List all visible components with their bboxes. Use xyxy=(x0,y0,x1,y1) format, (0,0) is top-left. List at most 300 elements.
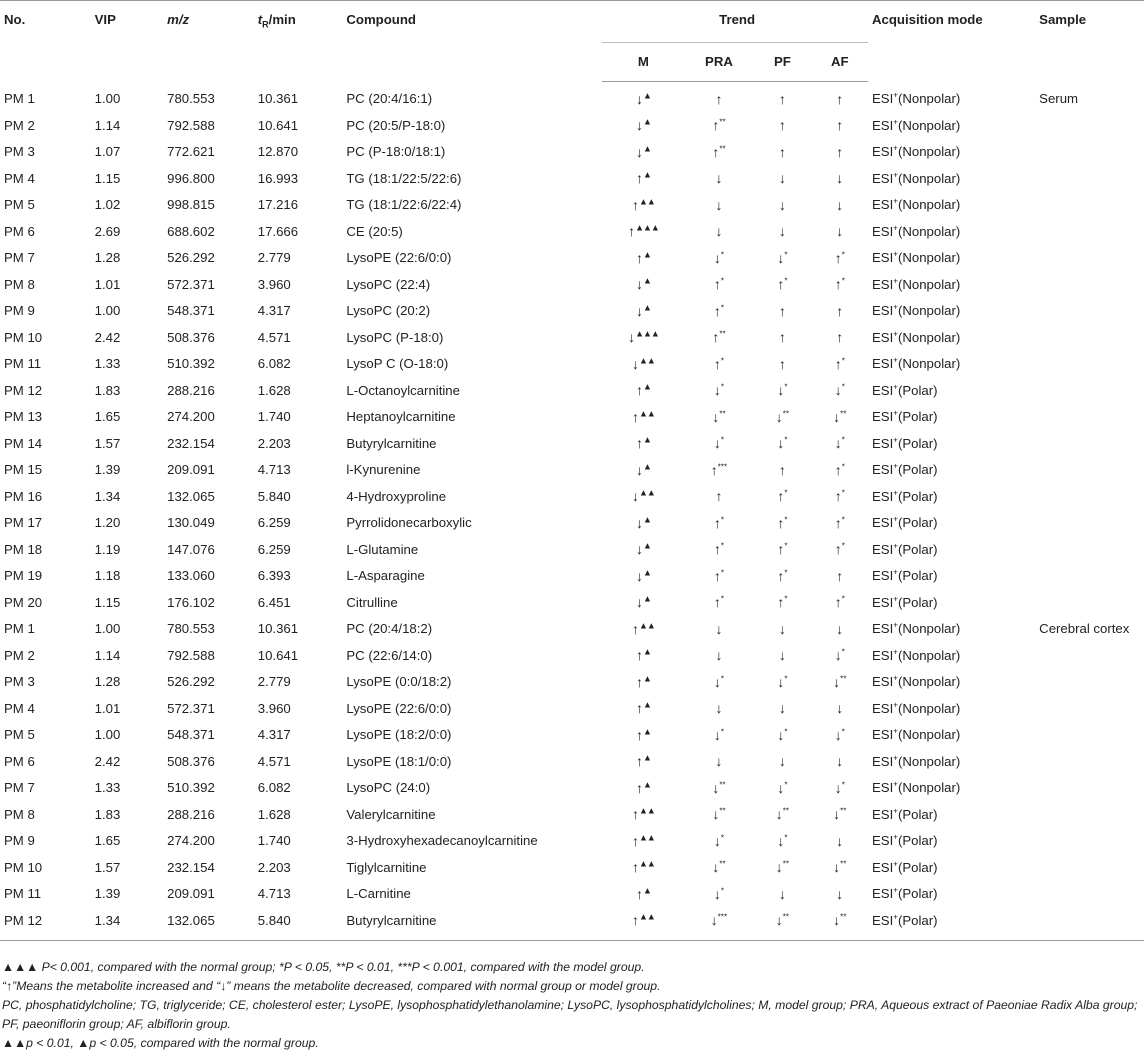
row-tr: 3.960 xyxy=(257,700,291,716)
trend-m-cell xyxy=(602,616,681,643)
mode-ion: ESI xyxy=(872,91,894,106)
mode-polarity-sign: + xyxy=(893,461,898,471)
trend-af-cell xyxy=(808,669,868,696)
trend-pf-cell xyxy=(753,271,807,298)
trend-m-significance: ▲ xyxy=(642,673,651,684)
row-mz: 209.091 xyxy=(167,462,215,478)
trend-pf-cell xyxy=(753,563,807,590)
mode-type: (Polar) xyxy=(897,409,938,425)
row-sample xyxy=(1035,695,1144,722)
mode-ion: ESI xyxy=(872,912,894,928)
mode-type: (Polar) xyxy=(897,859,938,875)
mode-polarity-sign: + xyxy=(893,620,898,630)
trend-af-significance: * xyxy=(841,594,845,604)
row-tr: 1.628 xyxy=(257,382,291,398)
trend-pf-arrow: ↓ xyxy=(778,885,786,902)
row-vip: 1.00 xyxy=(94,91,121,106)
mode-type: (Nonpolar) xyxy=(897,674,961,690)
row-vip: 2.69 xyxy=(94,223,121,239)
row-no: PM 1 xyxy=(4,621,35,637)
trend-af-arrow: ↓ xyxy=(834,647,842,664)
trend-pra-arrow: ↓ xyxy=(713,382,721,399)
trend-pf-arrow: ↑ xyxy=(778,143,786,160)
trend-m-arrow: ↓ xyxy=(635,541,643,558)
row-mz: 288.216 xyxy=(167,806,215,822)
row-sample xyxy=(1035,271,1144,298)
row-sample xyxy=(1035,854,1144,881)
mode-type: (Nonpolar) xyxy=(897,356,961,372)
trend-pra-cell xyxy=(681,351,754,378)
row-no: PM 5 xyxy=(4,197,35,213)
trend-af-cell xyxy=(808,828,868,855)
row-no: PM 7 xyxy=(4,250,35,266)
trend-m-cell xyxy=(602,324,681,351)
trend-m-arrow: ↑ xyxy=(635,779,643,796)
trend-pra-arrow: ↑ xyxy=(712,117,720,134)
row-mz: 998.815 xyxy=(167,197,215,213)
table-row xyxy=(0,404,1144,431)
trend-af-cell xyxy=(808,748,868,775)
row-mz: 572.371 xyxy=(167,276,215,292)
trend-pf-significance: * xyxy=(784,780,788,790)
trend-af-significance: * xyxy=(841,250,845,260)
trend-pf-significance: * xyxy=(784,541,788,551)
mode-polarity-sign: + xyxy=(893,779,898,789)
trend-af-cell xyxy=(808,351,868,378)
mode-ion: ESI xyxy=(872,886,894,902)
trend-af-significance: * xyxy=(841,356,845,366)
row-sample xyxy=(1035,563,1144,590)
trend-af-cell xyxy=(808,801,868,828)
trend-af-arrow: ↑ xyxy=(836,90,844,107)
trend-m-arrow: ↑ xyxy=(635,726,643,743)
row-tr: 2.779 xyxy=(257,250,291,266)
row-vip: 1.01 xyxy=(94,276,121,292)
trend-pf-cell xyxy=(753,510,807,537)
row-acquisition-mode xyxy=(868,854,1035,881)
trend-af-arrow: ↓ xyxy=(833,859,841,876)
trend-pra-cell xyxy=(681,589,754,616)
row-sample xyxy=(1035,536,1144,563)
row-vip: 1.14 xyxy=(94,117,121,133)
trend-af-cell xyxy=(808,483,868,510)
mode-ion: ESI xyxy=(872,250,894,266)
row-vip: 1.00 xyxy=(94,303,121,319)
row-no: PM 2 xyxy=(4,117,35,133)
trend-pf-arrow: ↓ xyxy=(775,408,783,425)
trend-pf-arrow: ↑ xyxy=(777,541,785,558)
row-sample: Serum xyxy=(1039,91,1079,106)
trend-af-arrow: ↑ xyxy=(834,514,842,531)
mode-polarity-sign: + xyxy=(893,541,898,551)
mode-ion: ESI xyxy=(872,276,894,292)
trend-m-arrow: ↓ xyxy=(635,461,643,478)
row-acquisition-mode xyxy=(868,722,1035,749)
trend-pra-arrow: ↓ xyxy=(715,223,723,240)
trend-pf-arrow: ↓ xyxy=(777,726,785,743)
trend-pf-significance: ** xyxy=(782,859,789,869)
trend-m-arrow: ↑ xyxy=(635,647,643,664)
table-row xyxy=(0,351,1144,378)
row-no: PM 1 xyxy=(4,91,35,106)
trend-af-arrow: ↑ xyxy=(834,355,842,372)
mode-type: (Polar) xyxy=(897,806,938,822)
table-footnotes xyxy=(2,958,1142,1053)
row-vip: 1.65 xyxy=(94,409,121,425)
table-row xyxy=(0,298,1144,325)
trend-pra-cell xyxy=(681,616,754,643)
row-acquisition-mode xyxy=(868,81,1035,112)
row-vip: 1.34 xyxy=(94,488,121,504)
row-tr: 1.740 xyxy=(257,833,291,849)
row-acquisition-mode xyxy=(868,457,1035,484)
row-no: PM 14 xyxy=(4,435,43,451)
row-compound: 3-Hydroxyhexadecanoylcarnitine xyxy=(346,833,538,849)
trend-af-arrow: ↓ xyxy=(834,726,842,743)
trend-af-cell xyxy=(808,139,868,166)
mode-ion: ESI xyxy=(872,329,894,345)
trend-m-significance: ▲ xyxy=(642,275,651,286)
trend-pra-significance: * xyxy=(720,303,725,313)
row-compound: PC (20:5/P-18:0) xyxy=(346,117,446,133)
row-compound: PC (P-18:0/18:1) xyxy=(346,144,446,160)
row-mz: 132.065 xyxy=(163,907,254,940)
trend-pf-arrow: ↑ xyxy=(778,117,786,134)
row-mz: 132.065 xyxy=(167,488,215,504)
trend-m-cell xyxy=(602,483,681,510)
trend-pf-cell xyxy=(753,457,807,484)
trend-m-significance: ▲▲ xyxy=(639,858,655,869)
trend-pra-cell xyxy=(681,298,754,325)
trend-m-arrow: ↑ xyxy=(635,673,643,690)
trend-pf-cell xyxy=(753,775,807,802)
trend-pf-cell xyxy=(753,245,807,272)
trend-pra-arrow: ↓ xyxy=(712,408,720,425)
trend-pra-cell xyxy=(681,271,754,298)
trend-m-cell xyxy=(602,695,681,722)
row-acquisition-mode xyxy=(868,801,1035,828)
trend-pf-cell xyxy=(753,351,807,378)
trend-m-cell xyxy=(602,218,681,245)
mode-ion: ESI xyxy=(872,700,894,716)
trend-pf-cell xyxy=(753,377,807,404)
header-compound: Compound xyxy=(346,12,416,27)
row-no: PM 19 xyxy=(4,568,43,584)
trend-pra-cell xyxy=(681,748,754,775)
trend-af-arrow: ↑ xyxy=(836,143,844,160)
row-compound: TG (18:1/22:5/22:6) xyxy=(346,170,462,186)
trend-pra-significance: ** xyxy=(719,409,726,419)
row-sample xyxy=(1035,324,1144,351)
row-mz: 130.049 xyxy=(167,515,215,531)
trend-pra-cell xyxy=(681,828,754,855)
trend-pra-cell xyxy=(681,881,754,908)
trend-af-significance: * xyxy=(841,488,845,498)
trend-pf-cell xyxy=(753,616,807,643)
trend-pra-cell xyxy=(681,854,754,881)
mode-ion: ESI xyxy=(872,303,894,319)
row-sample xyxy=(1035,112,1144,139)
trend-m-significance: ▲ xyxy=(642,514,651,525)
row-compound: Pyrrolidonecarboxylic xyxy=(346,515,472,531)
trend-m-cell xyxy=(602,536,681,563)
trend-af-significance: * xyxy=(841,435,845,445)
trend-af-cell xyxy=(808,430,868,457)
trend-m-significance: ▲ xyxy=(642,726,651,737)
trend-pra-cell xyxy=(681,801,754,828)
trend-af-arrow: ↑ xyxy=(836,117,844,134)
trend-pf-cell xyxy=(753,165,807,192)
row-acquisition-mode xyxy=(868,271,1035,298)
mode-type: (Nonpolar) xyxy=(897,700,961,716)
row-mz: 232.154 xyxy=(167,859,215,875)
row-tr: 3.960 xyxy=(257,276,291,292)
trend-pra-arrow: ↑ xyxy=(710,461,718,478)
header-acquisition-mode: Acquisition mode xyxy=(872,12,983,27)
trend-m-arrow: ↓ xyxy=(635,567,643,584)
row-acquisition-mode xyxy=(868,510,1035,537)
trend-pf-arrow: ↓ xyxy=(777,249,785,266)
trend-pra-cell xyxy=(681,695,754,722)
trend-m-significance: ▲ xyxy=(642,567,651,578)
trend-m-cell xyxy=(602,881,681,908)
trend-pra-arrow: ↓ xyxy=(712,859,720,876)
trend-pra-significance: * xyxy=(720,382,725,392)
row-tr: 6.259 xyxy=(257,541,291,557)
header-mz: m/z xyxy=(167,12,190,27)
row-compound: PC (22:6/14:0) xyxy=(346,647,433,663)
row-mz: 792.588 xyxy=(167,117,215,133)
trend-pf-arrow: ↓ xyxy=(778,170,786,187)
trend-m-significance: ▲▲ xyxy=(639,196,655,207)
trend-af-cell xyxy=(808,112,868,139)
trend-m-cell xyxy=(602,457,681,484)
trend-pf-cell xyxy=(753,298,807,325)
trend-pra-arrow: ↓ xyxy=(715,700,723,717)
trend-af-significance: * xyxy=(841,541,845,551)
mode-polarity-sign: + xyxy=(893,90,898,100)
row-tr: 4.713 xyxy=(257,886,291,902)
mode-polarity-sign: + xyxy=(893,117,898,127)
mode-polarity-sign: + xyxy=(893,806,898,816)
mode-type: (Nonpolar) xyxy=(897,753,961,769)
mode-ion: ESI xyxy=(872,144,894,160)
trend-af-cell xyxy=(808,81,868,112)
trend-pf-cell xyxy=(753,536,807,563)
mode-type: (Nonpolar) xyxy=(897,197,961,213)
trend-af-arrow: ↓ xyxy=(836,620,844,637)
row-acquisition-mode xyxy=(868,536,1035,563)
row-no: PM 4 xyxy=(4,170,35,186)
mode-polarity-sign: + xyxy=(893,355,898,365)
trend-m-significance: ▲▲ xyxy=(639,620,655,631)
mode-ion: ESI xyxy=(872,462,894,478)
mode-type: (Nonpolar) xyxy=(897,276,961,292)
row-vip: 1.33 xyxy=(94,356,121,372)
trend-pf-significance: ** xyxy=(782,409,789,419)
trend-pf-arrow: ↓ xyxy=(778,753,786,770)
row-acquisition-mode xyxy=(868,139,1035,166)
trend-pra-arrow: ↓ xyxy=(715,620,723,637)
mode-ion: ESI xyxy=(872,170,894,186)
row-compound: Citrulline xyxy=(346,594,398,610)
table-row xyxy=(0,669,1144,696)
trend-pra-significance: * xyxy=(720,886,725,896)
row-acquisition-mode xyxy=(868,563,1035,590)
trend-pra-significance: ** xyxy=(719,859,726,869)
footnote-significance-normal: ▲▲▲ P< 0.001, compared with the normal group; *P < 0.05, **P < 0.01, ***P < 0.001, compared with the model group. xyxy=(2,960,645,974)
row-vip: 1.33 xyxy=(94,780,121,796)
trend-pra-arrow: ↑ xyxy=(713,355,721,372)
trend-af-significance: * xyxy=(841,727,845,737)
row-compound: L-Carnitine xyxy=(346,886,411,902)
trend-pf-cell xyxy=(753,483,807,510)
trend-m-significance: ▲ xyxy=(642,249,651,260)
mode-type: (Nonpolar) xyxy=(897,170,961,186)
row-sample xyxy=(1035,298,1144,325)
row-mz: 548.371 xyxy=(167,303,215,319)
trend-af-cell xyxy=(808,192,868,219)
row-mz: 780.553 xyxy=(167,621,215,637)
trend-m-arrow: ↓ xyxy=(635,117,643,134)
mode-ion: ESI xyxy=(872,541,894,557)
mode-polarity-sign: + xyxy=(893,435,898,445)
header-m: M xyxy=(602,42,681,81)
row-acquisition-mode xyxy=(868,483,1035,510)
row-no: PM 15 xyxy=(4,462,43,478)
row-acquisition-mode xyxy=(868,430,1035,457)
row-tr: 2.779 xyxy=(257,674,291,690)
mode-polarity-sign: + xyxy=(893,488,898,498)
row-mz: 176.102 xyxy=(167,594,215,610)
row-mz: 688.602 xyxy=(167,223,215,239)
row-acquisition-mode xyxy=(868,324,1035,351)
trend-pf-significance: * xyxy=(784,727,788,737)
mode-polarity-sign: + xyxy=(893,567,898,577)
trend-m-cell xyxy=(602,139,681,166)
trend-m-arrow: ↑ xyxy=(635,382,643,399)
row-vip: 1.83 xyxy=(94,806,121,822)
row-no: PM 10 xyxy=(4,329,43,345)
trend-af-arrow: ↓ xyxy=(836,196,844,213)
trend-m-significance: ▲ xyxy=(642,90,651,101)
mode-type: (Nonpolar) xyxy=(897,780,961,796)
row-compound: LysoPC (24:0) xyxy=(346,780,431,796)
trend-pra-cell xyxy=(681,218,754,245)
trend-pra-significance: ** xyxy=(719,780,726,790)
table-row xyxy=(0,775,1144,802)
header-pf: PF xyxy=(753,42,807,81)
trend-m-arrow: ↓ xyxy=(635,302,643,319)
table-row xyxy=(0,722,1144,749)
trend-af-cell xyxy=(808,377,868,404)
trend-m-significance: ▲ xyxy=(642,381,651,392)
trend-pra-significance: * xyxy=(720,435,725,445)
trend-pra-significance: *** xyxy=(717,462,728,472)
row-mz: 572.371 xyxy=(167,700,215,716)
trend-pf-significance: * xyxy=(784,435,788,445)
trend-af-cell xyxy=(808,457,868,484)
trend-pf-cell xyxy=(753,192,807,219)
trend-pf-cell xyxy=(753,801,807,828)
trend-pf-significance: * xyxy=(784,594,788,604)
trend-pra-cell xyxy=(681,510,754,537)
row-sample xyxy=(1035,748,1144,775)
table-row xyxy=(0,695,1144,722)
mode-ion: ESI xyxy=(872,356,894,372)
mode-ion: ESI xyxy=(872,753,894,769)
row-mz: 526.292 xyxy=(167,674,215,690)
trend-pra-cell xyxy=(681,430,754,457)
mode-polarity-sign: + xyxy=(893,170,898,180)
row-vip: 1.65 xyxy=(94,833,121,849)
trend-pf-significance: * xyxy=(784,488,788,498)
trend-af-cell xyxy=(808,642,868,669)
mode-ion: ESI xyxy=(872,568,894,584)
row-no: PM 4 xyxy=(4,700,35,716)
row-vip: 1.57 xyxy=(94,859,121,875)
mode-type: (Nonpolar) xyxy=(897,621,961,637)
trend-m-significance: ▲ xyxy=(642,169,651,180)
trend-pf-arrow: ↑ xyxy=(777,488,785,505)
row-no: PM 11 xyxy=(4,886,42,902)
trend-af-cell xyxy=(808,775,868,802)
row-tr: 1.628 xyxy=(257,806,291,822)
mode-polarity-sign: + xyxy=(893,647,898,657)
trend-m-arrow: ↓ xyxy=(632,488,640,505)
row-tr: 4.571 xyxy=(257,329,291,345)
row-no: PM 17 xyxy=(4,515,43,531)
trend-af-cell xyxy=(808,589,868,616)
trend-af-significance: ** xyxy=(840,674,847,684)
trend-pra-significance: * xyxy=(720,594,725,604)
table-body xyxy=(0,81,1144,940)
trend-pra-arrow: ↓ xyxy=(712,779,720,796)
row-compound: Butyrylcarnitine xyxy=(342,907,602,940)
trend-m-cell xyxy=(602,589,681,616)
trend-pra-arrow: ↑ xyxy=(713,302,721,319)
trend-af-cell xyxy=(808,616,868,643)
row-mz: 792.588 xyxy=(167,647,215,663)
row-acquisition-mode xyxy=(868,298,1035,325)
trend-pra-cell xyxy=(681,536,754,563)
mode-ion: ESI xyxy=(872,594,894,610)
mode-polarity-sign: + xyxy=(893,594,898,604)
row-acquisition-mode xyxy=(868,377,1035,404)
mode-polarity-sign: + xyxy=(893,514,898,524)
trend-m-significance: ▲ xyxy=(642,699,651,710)
row-mz: 548.371 xyxy=(167,727,215,743)
row-vip: 1.57 xyxy=(94,435,121,451)
trend-pf-arrow: ↓ xyxy=(775,912,783,929)
trend-pf-arrow: ↑ xyxy=(777,567,785,584)
trend-m-arrow: ↓ xyxy=(635,594,643,611)
row-mz: 772.621 xyxy=(167,144,215,160)
trend-m-significance: ▲ xyxy=(642,593,651,604)
trend-af-arrow: ↑ xyxy=(834,276,842,293)
row-acquisition-mode xyxy=(868,695,1035,722)
trend-m-significance: ▲▲ xyxy=(639,408,655,419)
row-acquisition-mode xyxy=(868,775,1035,802)
mode-ion: ESI xyxy=(872,727,894,743)
table-row xyxy=(0,271,1144,298)
trend-af-cell xyxy=(808,881,868,908)
trend-pra-cell xyxy=(681,457,754,484)
row-mz: 274.200 xyxy=(167,833,215,849)
row-sample xyxy=(1035,589,1144,616)
trend-pra-arrow: ↓ xyxy=(713,885,721,902)
row-tr: 6.451 xyxy=(257,594,291,610)
